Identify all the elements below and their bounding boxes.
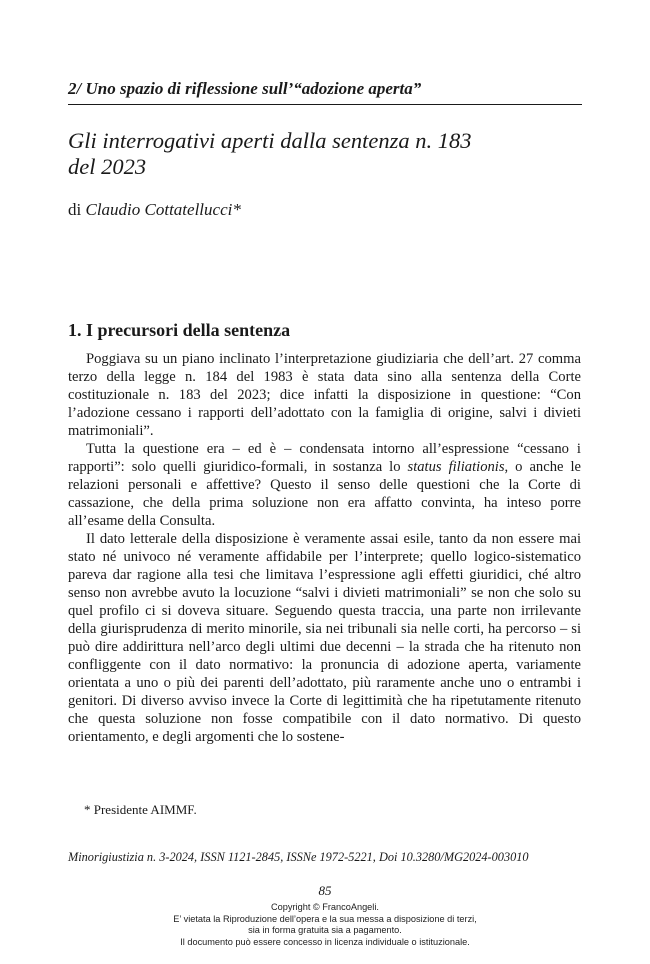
byline-prefix: di (68, 200, 82, 219)
article-title (68, 128, 582, 180)
section-header: 2/ Uno spazio di riflessione sull’“adozione aperta” (68, 78, 582, 105)
page-number: 85 (318, 883, 332, 898)
copyright-line-1: Copyright © FrancoAngeli. (271, 902, 379, 912)
footnote: * Presidente AIMMF. (84, 802, 197, 817)
paragraph-1: Poggiava su un piano inclinato l’interpretazione giudiziaria che dell’art. 27 comma terzo della legge n. 184 del 1983 è stata data sino alla sentenza della Corte costituzionale n. 183 del 2023; dice infatti la disposizione in questione: “Con l’adozione cessano i rapporti dell’adottato con la famiglia di origine, salvi i divieti matrimoniali”. (68, 351, 581, 439)
article-title-line2: del 2023 (68, 154, 147, 179)
copyright-line-2: E’ vietata la Riproduzione dell’opera e la sua messa a disposizione di terzi, (173, 913, 477, 924)
paragraph-2-text-a: Tutta la questione era – ed è – condensata intorno all’espressione “cessano i rapporti”: solo quelli giuridico-formali, in sostanza lo (68, 441, 581, 475)
article-body (68, 350, 581, 746)
copyright-line-3: sia in forma gratuita sia a pagamento. (248, 925, 402, 935)
journal-citation: Minorigiustizia n. 3-2024, ISSN 1121-2845, ISSNe 1972-5221, Doi 10.3280/MG2024-003010 (68, 850, 529, 864)
paragraph-2 (68, 440, 581, 530)
paragraph-3: Il dato letterale della disposizione è veramente assai esile, tanto da non essere mai stato né univoco né veramente affidabile per l’interprete; quello logico-sistematico pareva dar ragione alla tesi che limitava l’espressione agli effetti giuridici, ché altro senso non avrebbe avuto la locuzione “salvi i divieti matrimoniali” se non che solo su quel profilo ci si doveva situare. Seguendo questa traccia, una parte non irrilevante della giurisprudenza di merito minorile, sia nei tribunali sia nelle corti, ha percorso – si può dire addirittura nell’arco degli ultimi due decenni – la strada che ha ritenuto non confliggente con il dato normativo: la pronuncia di adozione aperta, variamente orientata a uno o più dei parenti dell’adottato, più raramente anche uno o entrambi i genitori. Di diverso avviso invece la Corte di legittimità che ha ripetutamente ritenuto che questa soluzione non fosse compatibile con il dato normativo. Di questo orientamento, e degli argomenti che lo sostene- (68, 531, 581, 745)
section-heading: 1. I precursori della sentenza (68, 320, 291, 340)
paragraph-2-text-b: , o anche le relazioni personali e affettive? Questo il senso delle questioni che la Corte di cassazione, che della prima soluzione non era affatto convinta, ha inteso porre all’esame della Consulta. (68, 459, 581, 529)
article-title-line1: Gli interrogativi aperti dalla sentenza n. 183 (68, 128, 472, 153)
paragraph-2-italic: status filiationis (407, 459, 505, 475)
author-name: Claudio Cottatellucci* (85, 200, 241, 219)
byline (68, 199, 241, 221)
copyright-line-4: Il documento può essere concesso in licenza individuale o istituzionale. (180, 936, 470, 947)
copyright-notice (0, 902, 650, 948)
